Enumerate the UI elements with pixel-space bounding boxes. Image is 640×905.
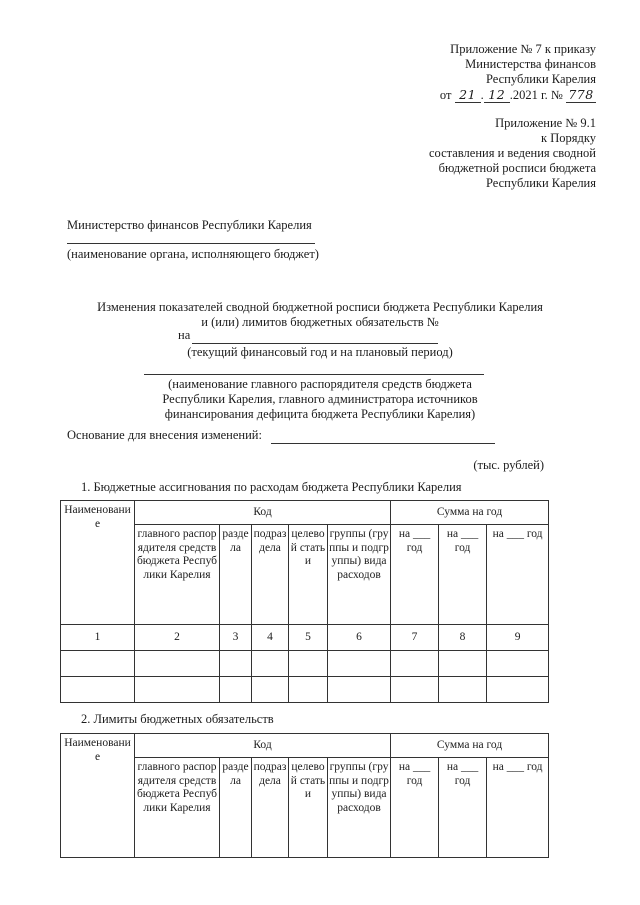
period-underline	[192, 343, 438, 344]
table1-num-9: 9	[487, 625, 549, 651]
table1-num-1: 1	[61, 625, 135, 651]
table1-name-header: Наименование	[61, 501, 135, 625]
section1-title: 1. Бюджетные ассигнования по расходам бюджета Республики Карелия	[81, 480, 462, 494]
appendix-7-line1: Приложение № 7 к приказу	[450, 42, 596, 56]
table1-sub-section: раздела	[220, 525, 252, 625]
appendix-7-line3: Республики Карелия	[485, 72, 596, 86]
table1-empty-row	[61, 677, 549, 703]
from-label: от	[439, 88, 452, 102]
appendix-9-1-line2: к Порядку	[541, 131, 596, 145]
section2-title: 2. Лимиты бюджетных обязательств	[81, 712, 274, 726]
units-label: (тыс. рублей)	[473, 458, 544, 472]
order-year: .2021 г. №	[509, 88, 563, 102]
table2-header-row	[61, 734, 549, 758]
budget-limits-table	[60, 733, 549, 858]
table1-numbers-row	[61, 625, 549, 651]
table1-empty-row	[61, 651, 549, 677]
table1-year3: на ___ год	[487, 525, 549, 625]
table1-sum-header: Сумма на год	[391, 501, 549, 525]
appendix-7-line2: Министерства финансов	[465, 57, 596, 71]
table1-subheader-row	[61, 525, 549, 625]
appendix-9-1-block	[296, 116, 596, 191]
table1-num-5: 5	[289, 625, 328, 651]
manager-underline	[144, 374, 484, 375]
basis-underline	[271, 443, 495, 444]
period-caption: (текущий финансовый год и на плановый период)	[187, 345, 453, 359]
table1-sub-subsection: подраздела	[252, 525, 289, 625]
table2-subheader-row	[61, 758, 549, 858]
table1-sub-target: целевой статьи	[289, 525, 328, 625]
order-date-line	[296, 87, 596, 103]
manager-caption-line1: (наименование главного распорядителя средств бюджета	[168, 377, 472, 391]
manager-caption	[40, 377, 600, 422]
table2-sub-group: группы (группы и подгруппы) вида расходов	[328, 758, 391, 858]
appendix-9-1-line4: бюджетной росписи бюджета	[438, 161, 596, 175]
table2-year3: на ___ год	[487, 758, 549, 858]
table1-code-header: Код	[135, 501, 391, 525]
date-dot: .	[480, 88, 484, 102]
appendix-9-1-line5: Республики Карелия	[485, 176, 596, 190]
table2-sub-subsection: подраздела	[252, 758, 289, 858]
organ-name: Министерство финансов Республики Карелия	[67, 218, 312, 232]
organ-underline	[67, 243, 315, 244]
table1-num-2: 2	[135, 625, 220, 651]
table2-sub-section: раздела	[220, 758, 252, 858]
order-number: 778	[566, 87, 596, 103]
table1-header-row	[61, 501, 549, 525]
table2-year2: на ___ год	[439, 758, 487, 858]
basis-label: Основание для внесения изменений:	[67, 428, 262, 442]
table1-num-4: 4	[252, 625, 289, 651]
table1-year1: на ___ год	[391, 525, 439, 625]
table2-sub-manager: главного распорядителя средств бюджета Республики Карелия	[135, 758, 220, 858]
title-line1: Изменения показателей сводной бюджетной росписи бюджета Республики Карелия	[97, 300, 543, 314]
organ-caption: (наименование органа, исполняющего бюджет)	[67, 247, 319, 261]
appendix-9-1-line1: Приложение № 9.1	[495, 116, 596, 130]
table2-year1: на ___ год	[391, 758, 439, 858]
manager-caption-line3: финансирования дефицита бюджета Республики Карелия)	[164, 407, 476, 421]
manager-caption-line2: Республики Карелия, главного администратора источников	[162, 392, 478, 406]
appendix-7-block	[296, 42, 596, 103]
appendix-9-1-line3: составления и ведения сводной	[428, 146, 596, 160]
table1-year2: на ___ год	[439, 525, 487, 625]
table2-sum-header: Сумма на год	[391, 734, 549, 758]
table1-sub-manager: главного распорядителя средств бюджета Республики Карелия	[135, 525, 220, 625]
table2-name-header: Наименование	[61, 734, 135, 858]
order-day: 21	[455, 87, 481, 103]
order-month: 12	[484, 87, 510, 103]
table1-sub-group: группы (группы и подгруппы) вида расходов	[328, 525, 391, 625]
title-on-label: на	[178, 328, 191, 342]
table2-sub-target: целевой статьи	[289, 758, 328, 858]
table1-num-7: 7	[391, 625, 439, 651]
table1-num-3: 3	[220, 625, 252, 651]
budget-allocations-table	[60, 500, 549, 703]
table1-num-8: 8	[439, 625, 487, 651]
table1-num-6: 6	[328, 625, 391, 651]
table2-code-header: Код	[135, 734, 391, 758]
title-line2: и (или) лимитов бюджетных обязательств №	[201, 315, 439, 329]
